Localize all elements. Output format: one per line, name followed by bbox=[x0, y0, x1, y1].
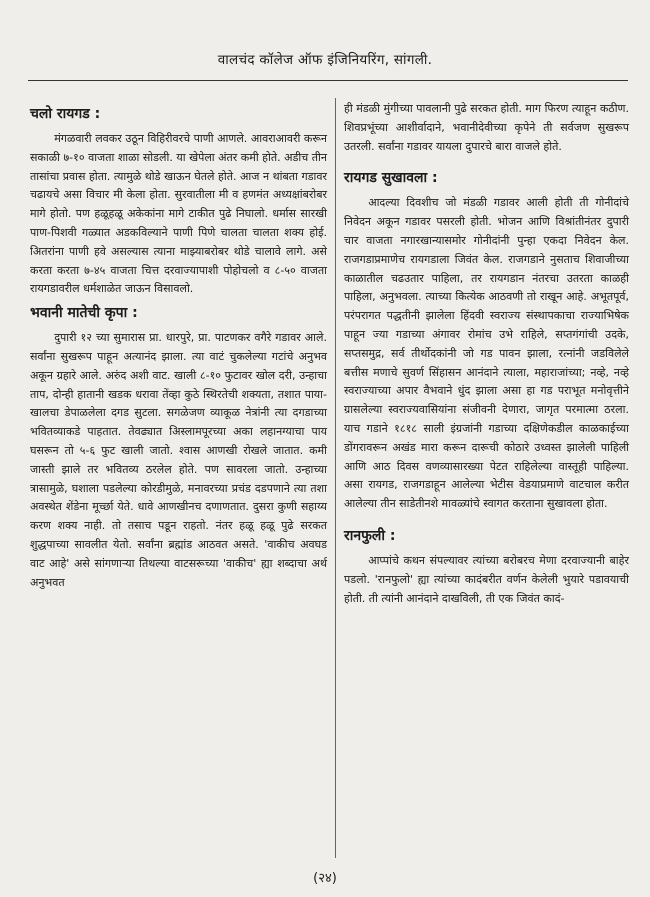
section-body-chalo-raigad: मंगळवारी लवकर उठून विहिरीवरचे पाणी आणले. आवराआवरी करून सकाळी ७-१० वाजता शाळा सोडली. या खेपेला अंतर कमी होते. अडीच तीन तासांचा प्रवास होता. त्यामुळे थोडे खाऊन घेतले होते. आज न थांबता गडावर चढायचे असा विचार मी केला होता. सुरवातीला मी व हणमंत अध्यक्षांबरोबर मागे होतो. पण हळूहळू अकेकांना मागे टाकीत पुढे निघालो. धर्मास सारखी पाण-पिशवी गळ्यात अडकविल्याने पाणी पिणे चालता चालता शक्य होई. अितरांना पाणी हवे असल्यास त्याना माझ्याबरोबर थोडे चालावे लागे. असे करता करता ७-४५ वाजता चित्त दरवाज्यापाशी पोहोचलो व ८-५० वाजता रायगडावरील धर्मशाळेत जाऊन विसावलो. bbox=[30, 132, 327, 296]
header-rule bbox=[28, 80, 628, 81]
section-body-ranphuli: आप्पांचे कथन संपल्यावर त्यांच्या बरोबरच मेणा दरवाज्यानी बाहेर पडलो. 'रानफुलो' ह्या त्यांच्या कादंबरीत वर्णन केलेली भुयारे पडावयाची होती. ती त्यांनी आनंदाने दाखविली, ती एक जिवंत कादं- bbox=[344, 553, 629, 605]
page-number: (२४) bbox=[313, 871, 337, 886]
right-column bbox=[344, 100, 629, 608]
column-divider bbox=[335, 98, 336, 858]
section-title-bhavani-kripa: भवानी मातेची कृपा : bbox=[30, 305, 138, 322]
section-body-raigad-sukhavala: आदल्या दिवशीच जो मंडळी गडावर आली होती ती गोनीदांचे निवेदन अकून गडावर पसरली होती. भोजन आणि विश्रांतीनंतर दुपारी चार वाजता नगारखान्यासमोर गोनीदांनी पुन्हा एकदा निवेदन केल. राजगडाप्रमाणेच रायगडाला जिवंत केल. राजगडाने नुसताच शिवाजीच्या काळातील चढउतार पाहिला, तर रायगडान नंतरचा उतरता काळही पाहिला, अनुभवला. त्याच्या कित्येक आठवणी तो राखून आहे. अभूतपूर्व, परंपरागत पद्धतीनी झालेला हिंदवी स्वराज्य संस्थापकाचा राज्याभिषेक पाहून ज्या गडाच्या अंगावर रोमांच उभे राहिले, सप्तगंगांची उदके, सप्तसमुद्र, सर्व तीर्थोदकांनी जो गड पावन झाला, रत्नांनी जडविलेले बत्तीस मणाचे सुवर्ण सिंहासन आनंदाने त्याला, महाराजांच्या; नव्हे, नव्हे स्वराज्याच्या अपार वैभवाने धुंद झाला असा हा गड पराभूत मनोवृत्तीने ग्रासलेल्या स्वराज्यवासियांना संजीवनी देणारा, जागृत परमात्मा ठरला. याच गडाने १८१८ साली इंग्रजांनी गडाच्या दक्षिणेकडील काळकाईच्या डोंगरावरून अखंड मारा करून दारूची कोठारे उध्वस्त झालेली पाहिली आणि आठ दिवस वणव्यासारख्या पेटत राहिलेल्या वास्तूही पाहिल्या. असा रायगड, राजगडाहून आलेल्या भेटीस वेडयाप्रमाणे वाटचाल करीत आलेल्या तीन साडेतीनशे मावळ्यांचे स्वागत करताना सुखावला होता. bbox=[344, 196, 629, 511]
section-body-bhavani-kripa-continued: ही मंडळी मुंगीच्या पावलानी पुढे सरकत होती. माग फिरण त्याहून कठीण. शिवप्रभूंच्या आशीर्वादाने, भवानीदेवीच्या कृपेने ती सर्वजण सुखरूप उतरली. सर्वांना गडावर यायला दुपारचे बारा वाजले होते. bbox=[344, 102, 629, 153]
left-column bbox=[30, 100, 327, 592]
section-body-bhavani-kripa: दुपारी १२ च्या सुमारास प्रा. धारपुरे, प्रा. पाटणकर वगैरे गडावर आले. सर्वांना सुखरूप पाहून अत्यानंद झाला. त्या वाटं चुकलेल्या गटांचे अनुभव अकून ग्रहारे आले. अरुंद अशी वाट. खाली ८-१० फुटावर खोल दरी, उन्हाचा ताप, दोन्ही हातानी खडक धरावा तेंव्हा कुठे स्थिरतेची शक्यता, तशात पाया-खालचा डेपाळलेला दगड सुटला. सगळेजण व्याकूळ नेत्रांनी त्या दगडाच्या भवितव्याकडे पाहतात. तेवढ्यात अिस्लामपूरच्या अका लहानग्याचा पाय घसरून तो ५-६ फुट खाली जातो. श्वास आणखी रोखले जातात. कमी जास्ती झाले तर भवितव्य ठरलेल होते. पण सावरला जातो. उन्हाच्या त्रासामुळे, घशाला पडलेल्या कोरडीमुळे, मनावरच्या प्रचंड दडपणाने त्या तशा अवस्थेत शेंडेना मूर्च्छा येते. धावे आणखीनच दणाणतात. दुसरा कुणी सहाय्य करण शक्य नाही. तो तसाच पडून राहतो. नंतर हळू हळू पुढे सरकत शुद्धपाच्या सावलीत येतो. सर्वांना ब्रह्मांड आठवत असते. 'वाकीच अवघड वाट आहे' असे सांगणाऱ्या तिथल्या वाटसरूच्या 'वाकीच' ह्या शब्दाचा अर्थ अनुभवत bbox=[30, 331, 327, 589]
section-title-chalo-raigad: चलो रायगड : bbox=[30, 106, 101, 122]
page-header: वालचंद कॉलेज ऑफ इंजिनियरिंग, सांगली. bbox=[217, 52, 433, 68]
section-title-ranphuli: रानफुली : bbox=[344, 527, 396, 544]
section-title-raigad-sukhavala: रायगड सुखावला : bbox=[344, 170, 438, 187]
